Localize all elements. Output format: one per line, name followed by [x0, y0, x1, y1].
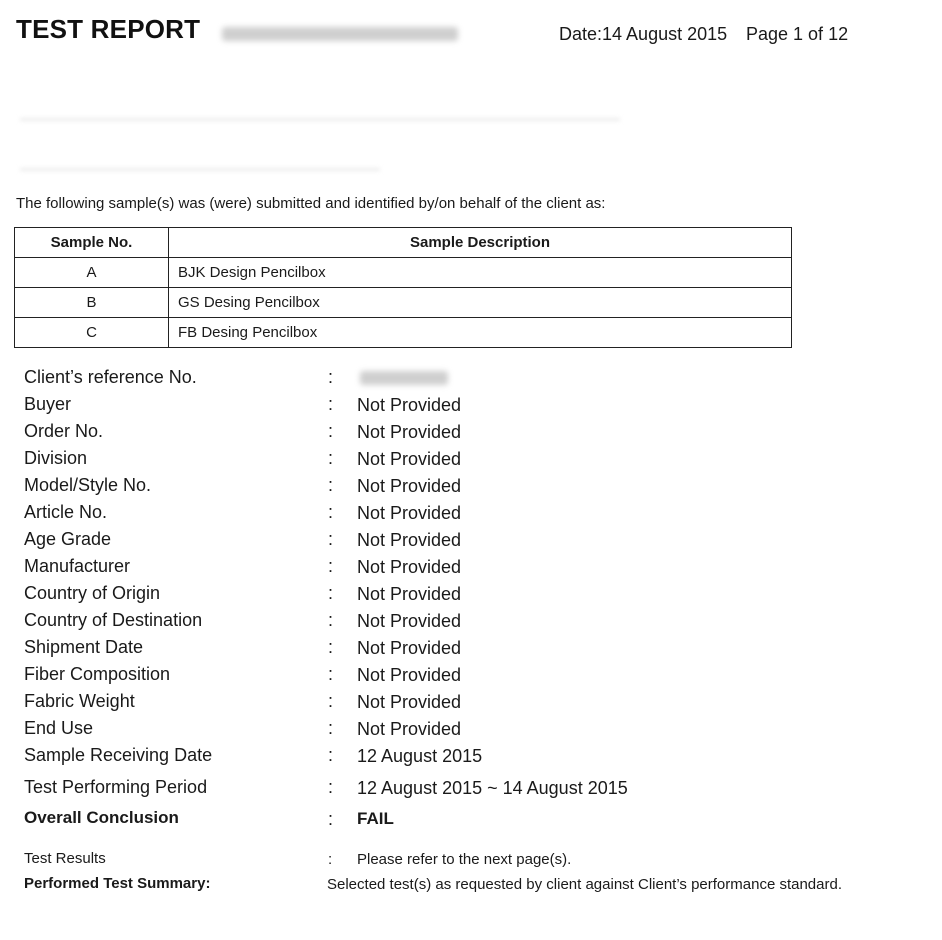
samples-table	[14, 227, 792, 348]
field-label: Order No.	[24, 421, 104, 441]
field-colon: :	[328, 502, 334, 522]
table-row	[15, 318, 792, 348]
field-value: 12 August 2015 ~ 14 August 2015	[357, 778, 628, 798]
field-label: Buyer	[24, 394, 72, 414]
page-indicator: Page 1 of 12	[746, 24, 849, 44]
field-label: Shipment Date	[24, 637, 144, 657]
field-colon: :	[328, 421, 334, 441]
test-results-value: Please refer to the next page(s).	[357, 851, 572, 868]
summary-value: Selected test(s) as requested by client against Client’s performance standard.	[327, 876, 842, 893]
field-value: Not Provided	[357, 530, 462, 550]
field-label: Article No.	[24, 502, 108, 522]
field-colon: :	[328, 691, 334, 711]
field-colon: :	[328, 448, 334, 468]
field-colon: :	[328, 718, 334, 738]
field-colon: :	[328, 529, 334, 549]
field-colon: :	[328, 851, 333, 868]
field-value: Not Provided	[357, 638, 462, 658]
field-colon: :	[328, 809, 334, 829]
conclusion-value: FAIL	[357, 809, 394, 828]
redacted-line	[20, 168, 380, 171]
field-colon: :	[328, 583, 334, 603]
field-label: Model/Style No.	[24, 475, 152, 495]
field-label: Sample Receiving Date	[24, 745, 213, 765]
field-label: Client’s reference No.	[24, 367, 197, 387]
table-header-row	[15, 228, 792, 258]
field-label: Division	[24, 448, 88, 468]
sample-description-cell: BJK Design Pencilbox	[169, 258, 792, 288]
field-colon: :	[328, 637, 334, 657]
field-label: Age Grade	[24, 529, 112, 549]
field-value: Not Provided	[357, 665, 462, 685]
field-label: Test Performing Period	[24, 777, 208, 797]
field-label: Country of Origin	[24, 583, 161, 603]
field-value: Not Provided	[357, 503, 462, 523]
redacted-job-number	[222, 27, 458, 41]
field-label: End Use	[24, 718, 94, 738]
report-date: Date:14 August 2015	[559, 24, 728, 44]
report-title: TEST REPORT	[16, 14, 201, 44]
conclusion-label: Overall Conclusion	[24, 808, 179, 827]
field-label: Country of Destination	[24, 610, 203, 630]
field-value: Not Provided	[357, 611, 462, 631]
intro-text: The following sample(s) was (were) submitted and identified by/on behalf of the client as:	[16, 195, 606, 212]
table-row	[15, 288, 792, 318]
field-label: Fabric Weight	[24, 691, 135, 711]
field-value: Not Provided	[357, 422, 462, 442]
field-label: Fiber Composition	[24, 664, 171, 684]
test-results-label: Test Results	[24, 850, 106, 867]
sample-no-cell: A	[15, 258, 169, 288]
sample-no-cell: C	[15, 318, 169, 348]
redacted-reference-number	[360, 371, 448, 385]
field-value: 12 August 2015	[357, 746, 483, 766]
field-value: Not Provided	[357, 719, 462, 739]
field-label: Manufacturer	[24, 556, 131, 576]
field-value: Not Provided	[357, 584, 462, 604]
table-row	[15, 258, 792, 288]
sample-no-cell: B	[15, 288, 169, 318]
field-colon: :	[328, 610, 334, 630]
field-colon: :	[328, 745, 334, 765]
field-value: Not Provided	[357, 395, 462, 415]
field-value: Not Provided	[357, 449, 462, 469]
sample-description-cell: GS Desing Pencilbox	[169, 288, 792, 318]
field-value: Not Provided	[357, 692, 462, 712]
field-colon: :	[328, 475, 334, 495]
summary-label: Performed Test Summary:	[24, 875, 211, 892]
column-header: Sample Description	[169, 228, 792, 258]
field-colon: :	[328, 367, 334, 387]
sample-description-cell: FB Desing Pencilbox	[169, 318, 792, 348]
field-value: Not Provided	[357, 476, 462, 496]
column-header: Sample No.	[15, 228, 169, 258]
field-colon: :	[328, 556, 334, 576]
field-colon: :	[328, 664, 334, 684]
field-value: Not Provided	[357, 557, 462, 577]
field-colon: :	[328, 394, 334, 414]
redacted-line	[20, 118, 620, 121]
field-colon: :	[328, 777, 334, 797]
